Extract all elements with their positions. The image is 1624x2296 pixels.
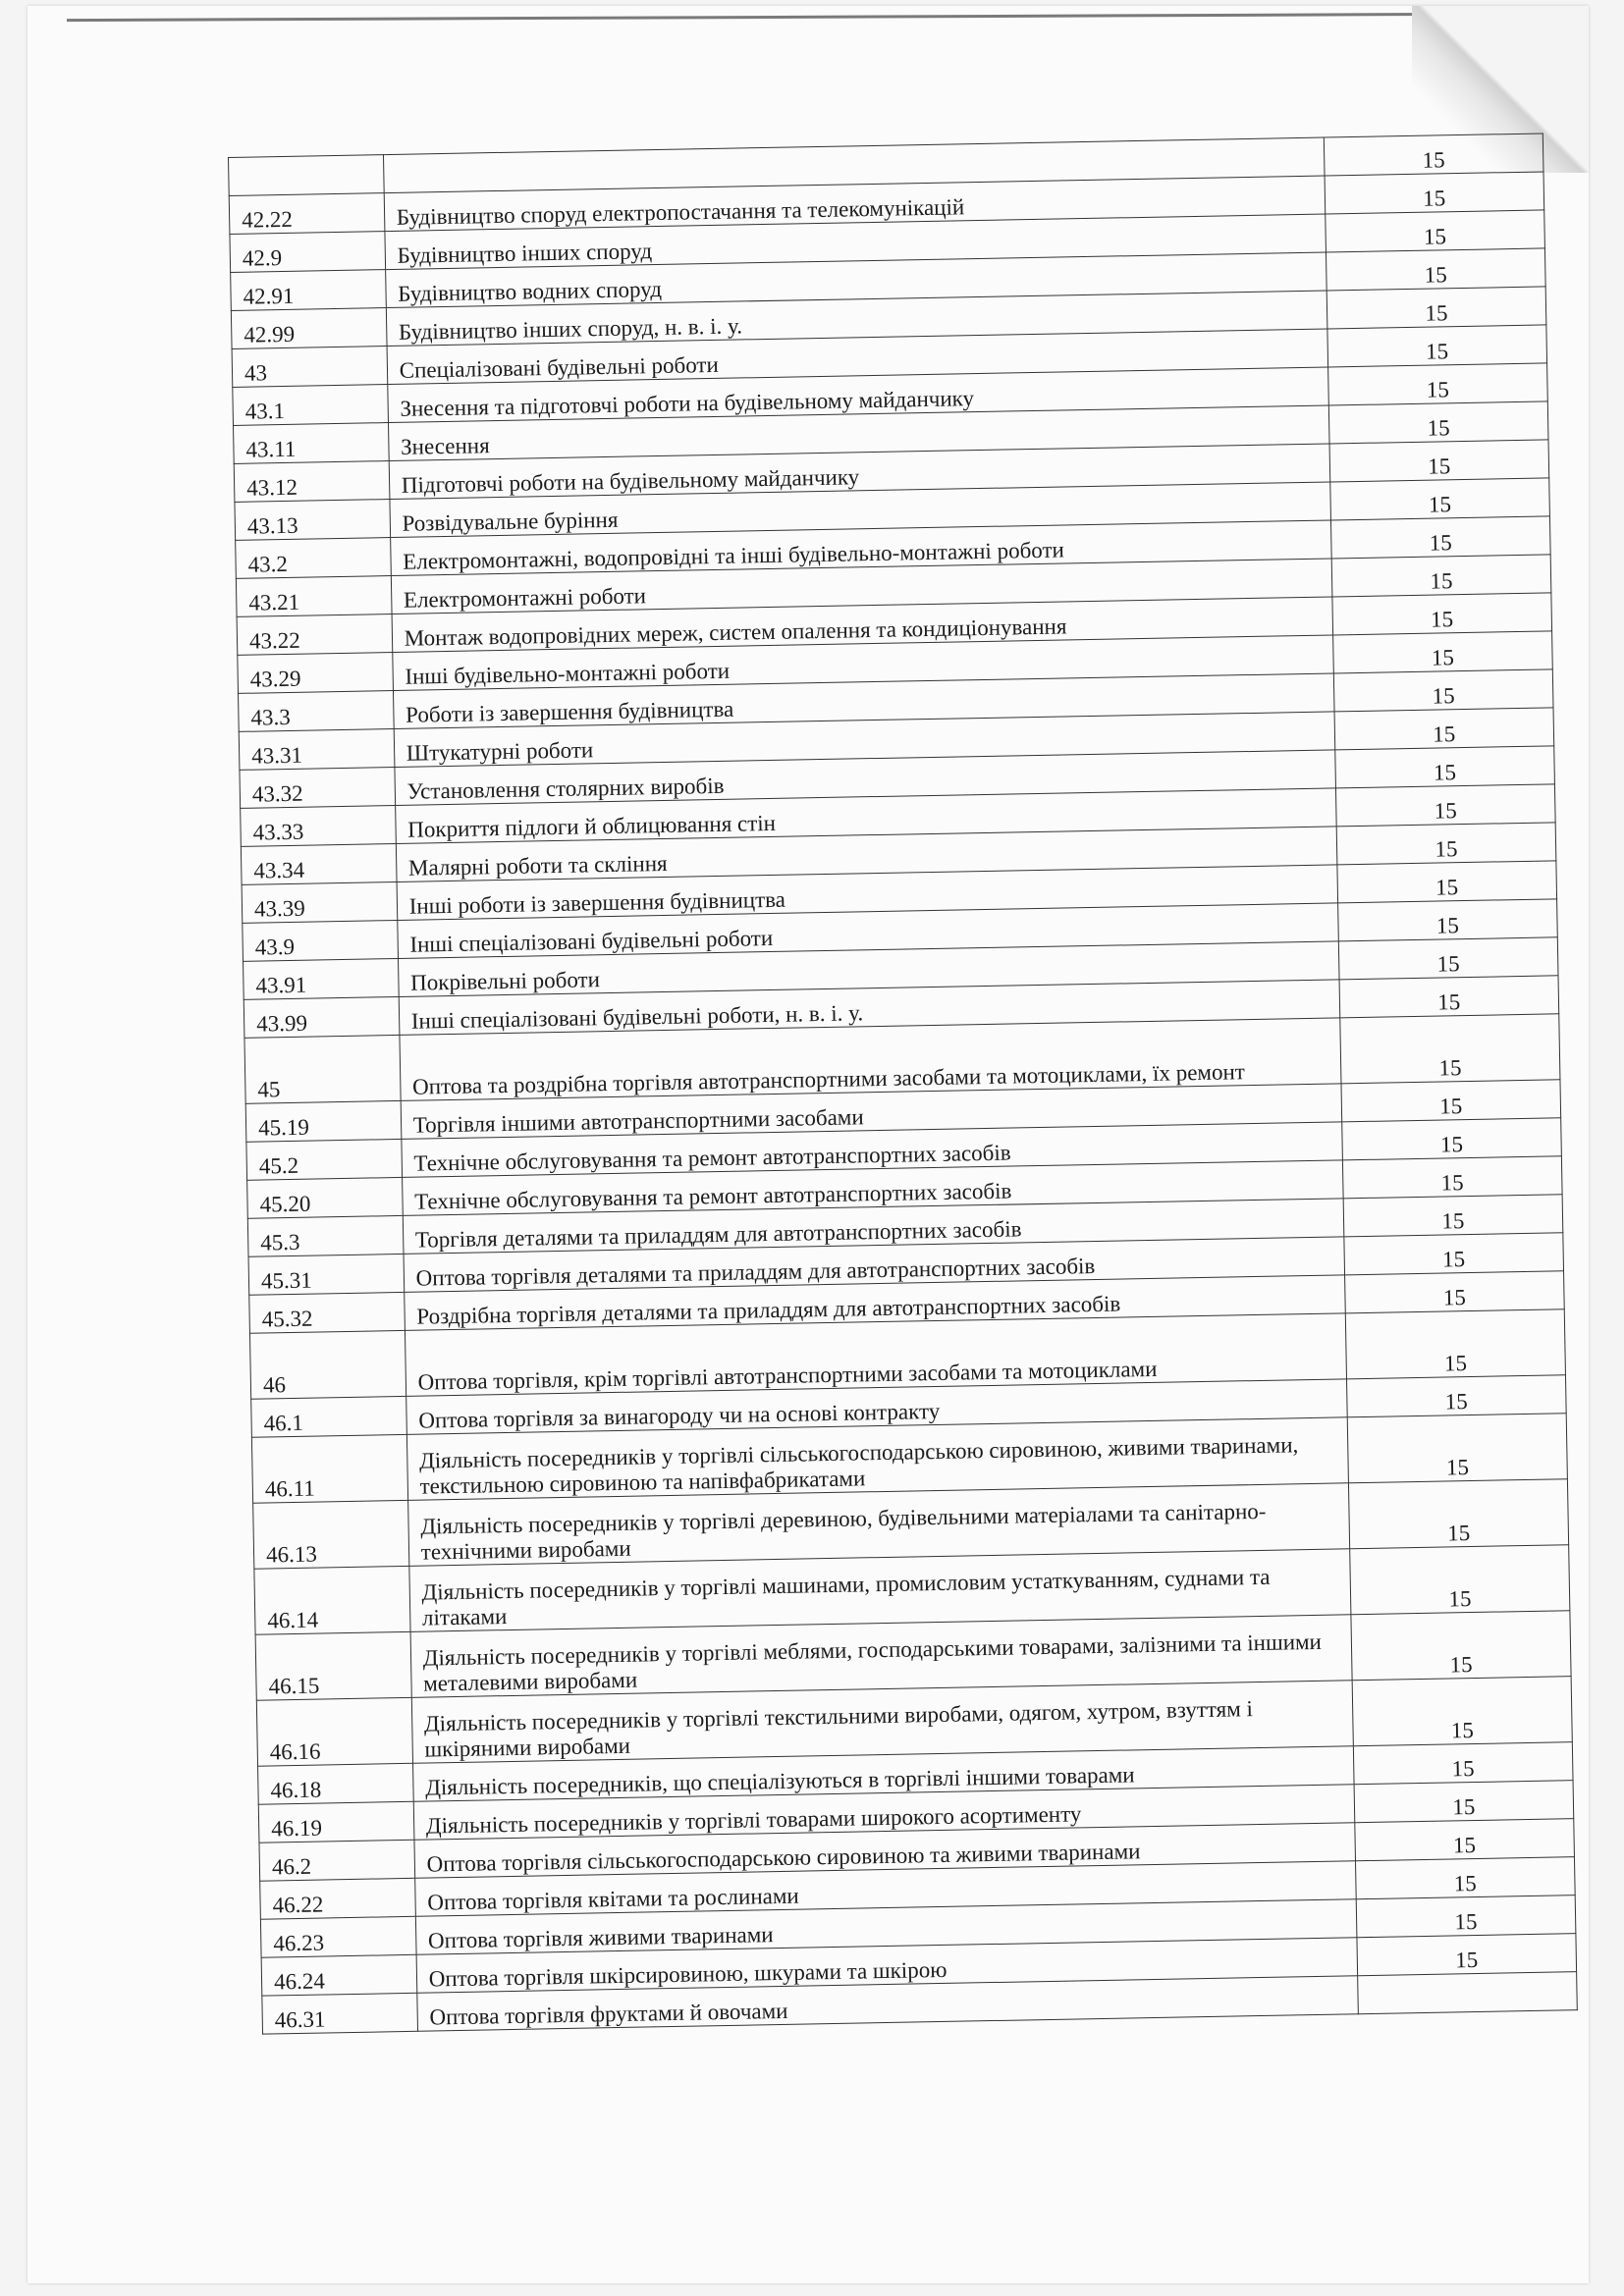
activity-code: 46.15	[255, 1631, 411, 1700]
table-body	[229, 133, 1578, 2034]
activity-name: Оптова торгівля за винагороду чи на основі контракту	[406, 1379, 1346, 1435]
activity-rate: 15	[1324, 133, 1543, 176]
activity-name: Покриття підлоги й облицювання стін	[395, 788, 1335, 844]
activity-name: Оптова торгівля квітами та рослинами	[414, 1861, 1355, 1917]
activity-code	[229, 155, 384, 196]
activity-rate: 15	[1330, 516, 1550, 559]
activity-rate: 15	[1356, 1896, 1576, 1938]
activity-name: Оптова торгівля шкірсировиною, шкурами та шкірою	[416, 1938, 1357, 1994]
activity-rate: 15	[1354, 1819, 1574, 1861]
activity-code: 43.99	[244, 996, 399, 1038]
activity-name: Діяльність посередників у торгівлі товарами широкого асортименту	[413, 1785, 1354, 1841]
activity-name: Діяльність посередників у торгівлі сільськогосподарською сировиною, живими тваринами, текстильною сировиною та напівфабрикатами	[406, 1417, 1348, 1501]
activity-code: 43	[232, 347, 387, 388]
activity-code: 43.39	[242, 881, 397, 923]
activity-rate: 15	[1333, 669, 1553, 712]
activity-rate: 15	[1349, 1545, 1570, 1615]
activity-name: Штукатурні роботи	[394, 712, 1334, 768]
activity-name: Інші будівельно-монтажні роботи	[392, 635, 1332, 691]
activity-rate: 15	[1357, 1934, 1577, 1976]
activity-rate: 15	[1339, 1014, 1560, 1084]
activity-rate: 15	[1343, 1195, 1563, 1237]
activity-rate: 15	[1337, 899, 1557, 941]
activity-code: 43.1	[233, 385, 388, 426]
activity-rate: 15	[1336, 823, 1556, 865]
activity-code: 43.91	[244, 958, 399, 999]
activity-name: Монтаж водопровідних мереж, систем опалення та кондиціонування	[392, 597, 1332, 653]
activity-code: 46.19	[258, 1801, 413, 1842]
activity-code: 45.3	[247, 1215, 403, 1256]
activity-name: Будівництво інших споруд	[385, 214, 1326, 270]
activity-name: Діяльність посередників у торгівлі деревиною, будівельними матеріалами та санітарно-технічними виробами	[407, 1483, 1349, 1567]
activity-code: 43.2	[236, 538, 391, 579]
activity-code: 43.3	[239, 691, 394, 732]
activity-code: 46.16	[256, 1697, 412, 1766]
activity-rate: 15	[1329, 440, 1549, 482]
activity-name: Інші роботи із завершення будівництва	[397, 865, 1337, 921]
activity-code: 46.14	[254, 1566, 410, 1634]
activity-rate: 15	[1343, 1233, 1563, 1275]
activity-rate: 15	[1353, 1742, 1573, 1785]
activity-rate: 15	[1334, 746, 1554, 788]
page-edge-line	[67, 13, 1461, 22]
activity-name: Оптова та роздрібна торгівля автотранспортними засобами та мотоциклами, їх ремонт	[400, 1018, 1341, 1101]
activity-name: Роздрібна торгівля деталями та приладдям для автотранспортних засобів	[404, 1275, 1344, 1331]
activity-rate: 15	[1342, 1156, 1562, 1199]
activity-rate: 15	[1355, 1857, 1575, 1899]
activity-rate: 15	[1332, 631, 1552, 673]
activity-code: 43.21	[236, 576, 391, 617]
activity-rate: 15	[1327, 325, 1547, 367]
activity-name: Технічне обслуговування та ремонт автотранспортних засобів	[402, 1122, 1342, 1178]
activity-name: Оптова торгівля сільськогосподарською сировиною та живими тваринами	[414, 1823, 1355, 1879]
activity-rate: 15	[1341, 1080, 1561, 1122]
activity-rate: 15	[1345, 1309, 1566, 1379]
activity-name: Оптова торгівля живими тваринами	[415, 1899, 1356, 1955]
activity-name: Будівництво водних споруд	[385, 252, 1326, 308]
activity-name: Оптова торгівля фруктами й овочами	[417, 1976, 1358, 2032]
activity-code: 42.9	[230, 232, 385, 273]
activity-rate	[1357, 1972, 1577, 2014]
activity-code: 43.12	[234, 461, 389, 503]
activity-name: Роботи із завершення будівництва	[393, 673, 1333, 729]
activity-code: 46.31	[262, 1993, 417, 2034]
activity-name: Покрівельні роботи	[398, 941, 1338, 997]
activity-code: 43.22	[237, 614, 392, 656]
activity-rate: 15	[1332, 593, 1552, 635]
activity-name: Установлення столярних виробів	[395, 750, 1335, 806]
activity-rate: 15	[1354, 1781, 1574, 1823]
activity-name: Інші спеціалізовані будівельні роботи, н. в. і. у.	[399, 980, 1339, 1036]
activity-rate: 15	[1327, 363, 1547, 405]
activity-code: 43.32	[240, 767, 395, 808]
activity-code: 43.29	[238, 653, 393, 694]
activity-rate: 15	[1341, 1118, 1561, 1160]
activity-code: 46.11	[251, 1434, 407, 1503]
activity-codes-table	[228, 133, 1578, 2034]
activity-name: Знесення та підготовчі роботи на будівельному майданчику	[387, 367, 1327, 423]
activity-name: Оптова торгівля деталями та приладдям для автотранспортних засобів	[404, 1237, 1344, 1293]
activity-name: Діяльність посередників, що спеціалізуються в торгівлі іншими товарами	[412, 1746, 1353, 1802]
activity-name: Діяльність посередників у торгівлі машинами, промисловим устаткуванням, суднами та літаками	[409, 1549, 1351, 1632]
activity-code: 43.13	[235, 500, 390, 541]
activity-name: Малярні роботи та скління	[396, 827, 1336, 882]
activity-name: Інші спеціалізовані будівельні роботи	[397, 903, 1337, 959]
activity-code: 42.99	[231, 308, 386, 349]
activity-name: Підготовчі роботи на будівельному майданчику	[389, 444, 1329, 500]
activity-code: 45.20	[247, 1177, 403, 1218]
activity-code: 43.9	[243, 920, 398, 961]
activity-code: 46.24	[261, 1954, 416, 1996]
activity-rate: 15	[1326, 248, 1545, 291]
activity-code: 46.23	[260, 1916, 415, 1957]
activity-name: Технічне обслуговування та ремонт автотранспортних засобів	[402, 1160, 1342, 1216]
activity-name: Діяльність посередників у торгівлі меблями, господарськими товарами, залізними та іншими металевими виробами	[410, 1615, 1352, 1698]
activity-name: Електромонтажні, водопровідні та інші будівельно-монтажні роботи	[390, 520, 1330, 576]
activity-name: Електромонтажні роботи	[391, 559, 1331, 614]
activity-code: 45	[244, 1035, 401, 1103]
activity-code: 45.32	[249, 1292, 405, 1333]
activity-rate: 15	[1335, 784, 1555, 827]
activity-rate: 15	[1352, 1677, 1573, 1746]
activity-rate: 15	[1351, 1611, 1572, 1681]
activity-code: 46.18	[258, 1763, 413, 1804]
activity-name: Торгівля деталями та приладдям для автотранспортних засобів	[403, 1199, 1343, 1255]
activity-rate: 15	[1334, 708, 1554, 750]
activity-rate: 15	[1347, 1414, 1568, 1483]
activity-rate: 15	[1331, 555, 1551, 597]
activity-rate: 15	[1348, 1479, 1569, 1549]
activity-rate: 15	[1325, 172, 1544, 214]
activity-code: 43.31	[239, 729, 394, 771]
activity-rate: 15	[1328, 401, 1548, 444]
activity-code: 45.31	[248, 1254, 404, 1295]
activity-rate: 15	[1337, 861, 1557, 903]
activity-rate: 15	[1326, 287, 1546, 329]
activity-code: 43.11	[234, 423, 389, 464]
activity-code: 42.22	[229, 193, 384, 235]
activity-code: 46.2	[259, 1840, 414, 1881]
activity-code: 46.22	[260, 1878, 415, 1919]
activity-name: Будівництво споруд електропостачання та телекомунікацій	[384, 176, 1325, 232]
activity-rate: 15	[1329, 478, 1549, 520]
activity-rate: 15	[1346, 1375, 1566, 1417]
activity-code: 43.33	[241, 805, 396, 846]
activity-name: Розвідувальне буріння	[390, 482, 1330, 538]
activity-rate: 15	[1339, 976, 1559, 1018]
activity-codes-table-wrapper	[228, 133, 1578, 2034]
activity-name: Спеціалізовані будівельні роботи	[387, 329, 1327, 385]
activity-rate: 15	[1338, 937, 1558, 980]
activity-code: 42.91	[231, 270, 386, 311]
activity-code: 45.2	[246, 1139, 402, 1180]
activity-rate: 15	[1344, 1271, 1564, 1313]
activity-name: Знесення	[388, 405, 1328, 461]
activity-code: 46.13	[253, 1500, 409, 1569]
activity-code: 45.19	[245, 1100, 401, 1142]
activity-code: 46	[249, 1330, 406, 1399]
activity-name: Будівництво інших споруд, н. в. і. у.	[386, 291, 1326, 347]
activity-name: Оптова торгівля, крім торгівлі автотранспортними засобами та мотоциклами	[405, 1313, 1346, 1397]
activity-name: Торгівля іншими автотранспортними засобами	[401, 1084, 1341, 1140]
activity-code: 46.1	[251, 1396, 406, 1437]
activity-code: 43.34	[241, 843, 396, 884]
activity-rate: 15	[1325, 210, 1544, 252]
activity-name: Діяльність посередників у торгівлі текстильними виробами, одягом, хутром, взуттям і шкіряними виробами	[411, 1681, 1353, 1764]
